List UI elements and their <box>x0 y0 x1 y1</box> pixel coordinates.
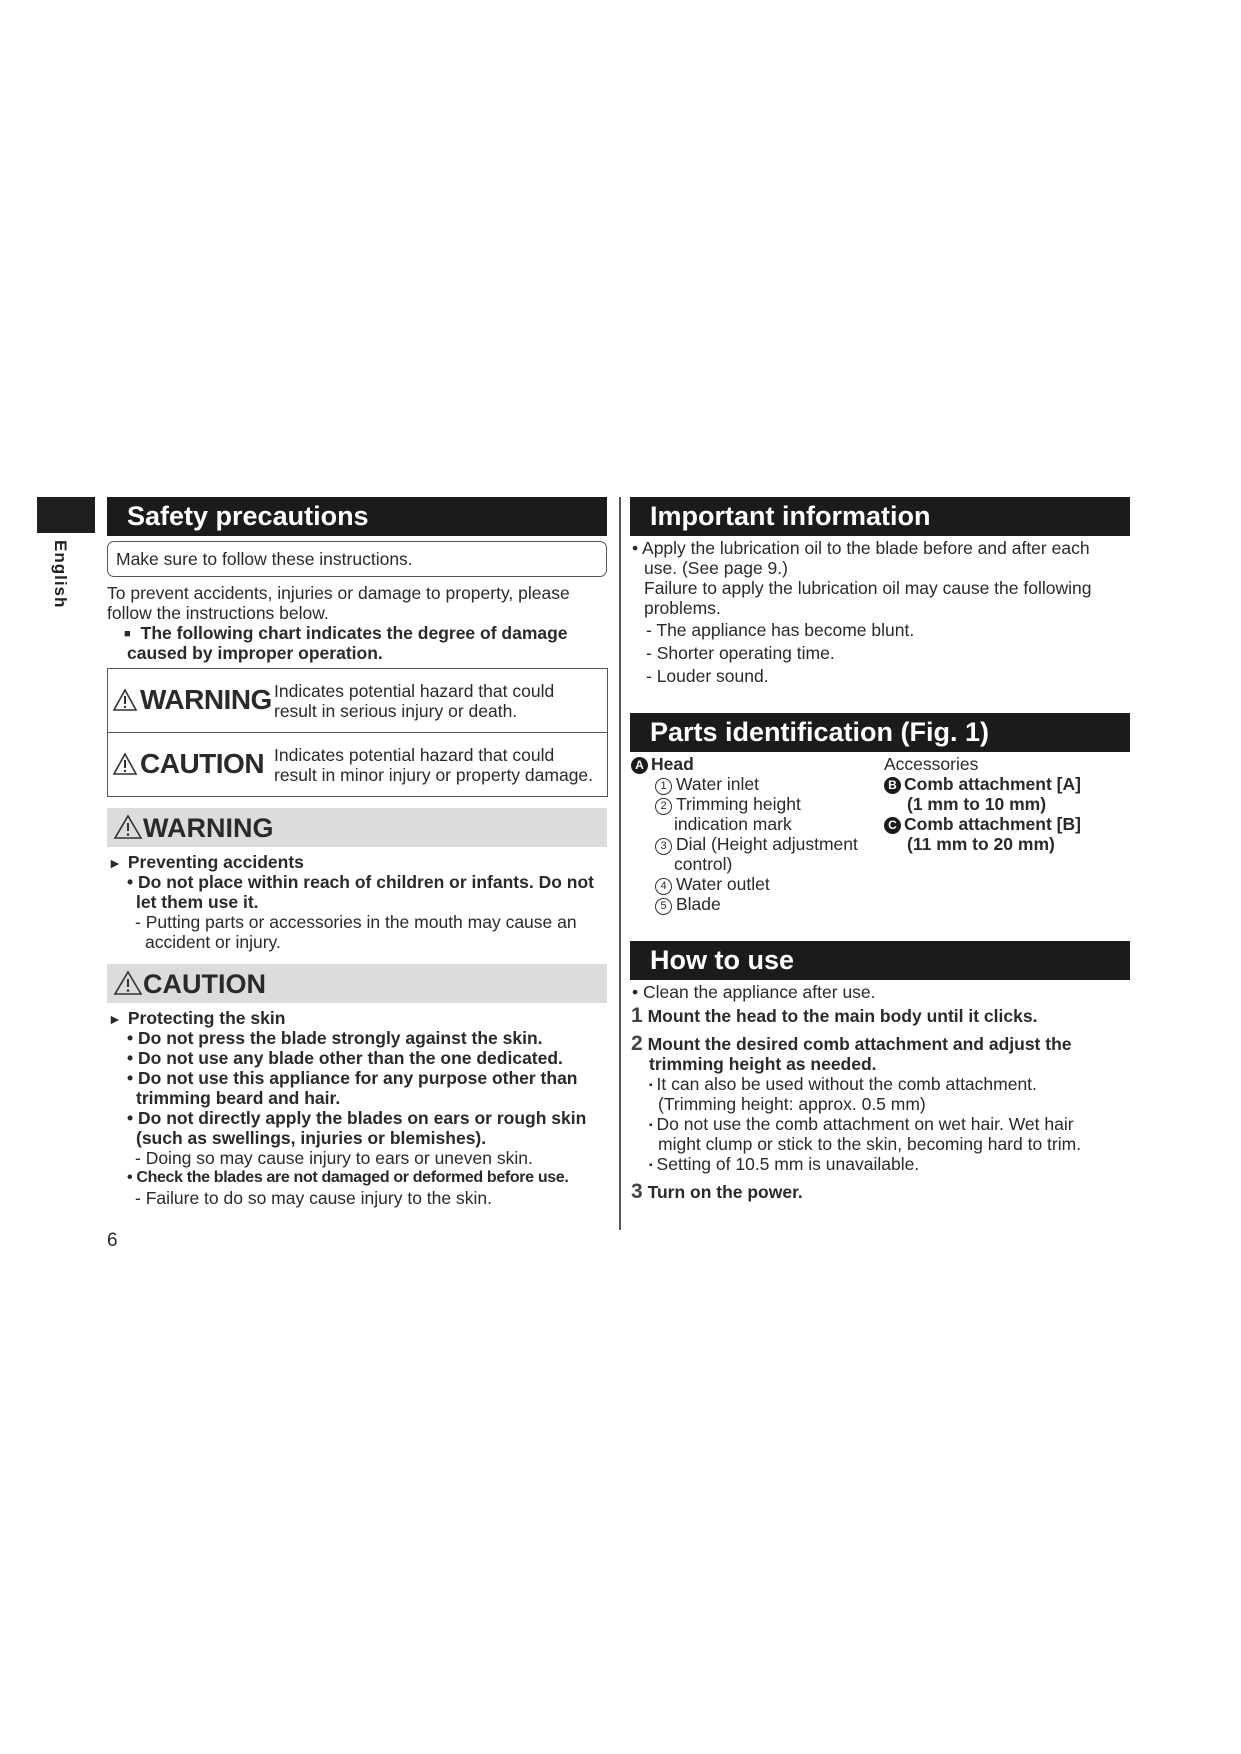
chart-intro-line-2: caused by improper operation. <box>127 643 383 663</box>
step-number: 3 <box>631 1180 643 1203</box>
chart-row-caution <box>108 732 607 796</box>
caution-signal-description: Indicates potential hazard that could result in minor injury or property damage. <box>274 745 594 785</box>
instructions-note-box <box>107 541 607 577</box>
howto-header: How to use <box>630 941 1130 980</box>
step-3: 3 Turn on the power. <box>631 1180 803 1203</box>
caution-bullet-4-line-1: • Do not directly apply the blades on ears or rough skin <box>127 1108 587 1128</box>
important-follow-line-1: Failure to apply the lubrication oil may cause the following <box>644 578 1092 598</box>
safety-header: Safety precautions <box>107 497 607 536</box>
parts-header: Parts identification (Fig. 1) <box>630 713 1130 752</box>
howto-note-2-line-2: might clump or stick to the skin, becoming hard to trim. <box>658 1134 1082 1154</box>
caution-bullet-2: • Do not use any blade other than the one dedicated. <box>127 1048 563 1068</box>
step-number: 1 <box>631 1004 643 1027</box>
step-2-line-2: trimming height as needed. <box>649 1054 877 1074</box>
howto-note-3: ▪ Setting of 10.5 mm is unavailable. <box>649 1154 920 1174</box>
accessory-b-range: (1 mm to 10 mm) <box>907 794 1047 814</box>
accessory-b: B Comb attachment [A] <box>884 774 1081 794</box>
howto-pre: • Clean the appliance after use. <box>632 982 876 1002</box>
caution-signal-label: CAUTION <box>112 748 264 780</box>
warning-signal-description: Indicates potential hazard that could result in serious injury or death. <box>274 681 555 721</box>
important-follow-line-2: problems. <box>644 598 721 618</box>
caution-bullet-4-line-2: (such as swellings, injuries or blemishes). <box>136 1128 487 1148</box>
part-item-1: 1 Water inlet <box>655 774 759 795</box>
warning-band-label: WARNING <box>113 813 274 843</box>
problem-item-1: - The appliance has become blunt. <box>646 620 915 640</box>
warning-heading: ► Preventing accidents <box>108 852 304 872</box>
part-item-2-line-2: indication mark <box>674 814 792 834</box>
circled-number-icon: 5 <box>655 898 672 915</box>
important-bullet-line-2: use. (See page 9.) <box>644 558 788 578</box>
badge-c-icon: C <box>884 817 901 834</box>
parts-head: A Head <box>631 754 694 774</box>
warning-bullet-line-1: • Do not place within reach of children or infants. Do not <box>127 872 594 892</box>
accessory-c: C Comb attachment [B] <box>884 814 1081 834</box>
warning-triangle-icon <box>112 752 138 776</box>
caution-bullet-3-line-2: trimming beard and hair. <box>136 1088 341 1108</box>
warning-sub-line-2: accident or injury. <box>145 932 281 952</box>
accessories-label: Accessories <box>884 754 979 774</box>
problem-item-3: - Louder sound. <box>646 666 769 686</box>
step-2: 2 Mount the desired comb attachment and adjust the <box>631 1032 1072 1055</box>
language-tab-marker <box>37 497 95 533</box>
important-bullet-line-1: • Apply the lubrication oil to the blade before and after each <box>632 538 1090 558</box>
small-square-bullet-icon: ▪ <box>649 1080 653 1091</box>
triangle-bullet-icon: ► <box>108 1011 122 1027</box>
important-header: Important information <box>630 497 1130 536</box>
problem-item-2: - Shorter operating time. <box>646 643 835 663</box>
square-bullet-icon: ■ <box>124 628 131 640</box>
howto-note-1: ▪ It can also be used without the comb attachment. <box>649 1074 1037 1094</box>
column-divider <box>619 497 621 1230</box>
language-label: English <box>51 540 70 609</box>
step-1: 1 Mount the head to the main body until it clicks. <box>631 1004 1038 1027</box>
safety-intro-line-2: follow the instructions below. <box>107 603 329 623</box>
signal-word-chart <box>107 668 608 797</box>
circled-number-icon: 3 <box>655 838 672 855</box>
part-item-2: 2 Trimming height <box>655 794 801 815</box>
caution-band <box>107 964 607 1003</box>
part-item-3: 3 Dial (Height adjustment <box>655 834 858 855</box>
chart-intro-line-1: ■ The following chart indicates the degree of damage <box>124 623 568 643</box>
caution-band-label: CAUTION <box>113 969 266 999</box>
warning-sub-line-1: - Putting parts or accessories in the mouth may cause an <box>135 912 577 932</box>
small-square-bullet-icon: ▪ <box>649 1160 653 1171</box>
howto-note-1-line-2: (Trimming height: approx. 0.5 mm) <box>658 1094 926 1114</box>
triangle-bullet-icon: ► <box>108 855 122 871</box>
step-number: 2 <box>631 1032 643 1055</box>
circled-number-icon: 2 <box>655 798 672 815</box>
safety-intro-line-1: To prevent accidents, injuries or damage to property, please <box>107 583 570 603</box>
caution-sub-2: - Failure to do so may cause injury to the skin. <box>135 1188 492 1208</box>
part-item-4: 4 Water outlet <box>655 874 770 895</box>
caution-bullet-3-line-1: • Do not use this appliance for any purpose other than <box>127 1068 578 1088</box>
caution-bullet-1: • Do not press the blade strongly against the skin. <box>127 1028 543 1048</box>
warning-triangle-icon <box>113 970 143 996</box>
accessory-c-range: (11 mm to 20 mm) <box>907 834 1055 854</box>
caution-bullet-condensed: • Check the blades are not damaged or deformed before use. <box>127 1169 569 1186</box>
howto-note-2: ▪ Do not use the comb attachment on wet hair. Wet hair <box>649 1114 1074 1134</box>
circled-number-icon: 1 <box>655 778 672 795</box>
small-square-bullet-icon: ▪ <box>649 1120 653 1131</box>
warning-triangle-icon <box>112 688 138 712</box>
page-number: 6 <box>107 1230 118 1251</box>
circled-number-icon: 4 <box>655 878 672 895</box>
caution-heading: ► Protecting the skin <box>108 1008 286 1028</box>
warning-signal-label: WARNING <box>112 684 272 716</box>
warning-band <box>107 808 607 847</box>
warning-triangle-icon <box>113 814 143 840</box>
instructions-note: Make sure to follow these instructions. <box>116 549 413 569</box>
part-item-5: 5 Blade <box>655 894 721 915</box>
badge-b-icon: B <box>884 777 901 794</box>
part-item-3-line-2: control) <box>674 854 733 874</box>
warning-bullet-line-2: let them use it. <box>136 892 259 912</box>
caution-sub-1: - Doing so may cause injury to ears or uneven skin. <box>135 1148 533 1168</box>
chart-row-warning <box>108 669 607 732</box>
badge-a-icon: A <box>631 757 648 774</box>
